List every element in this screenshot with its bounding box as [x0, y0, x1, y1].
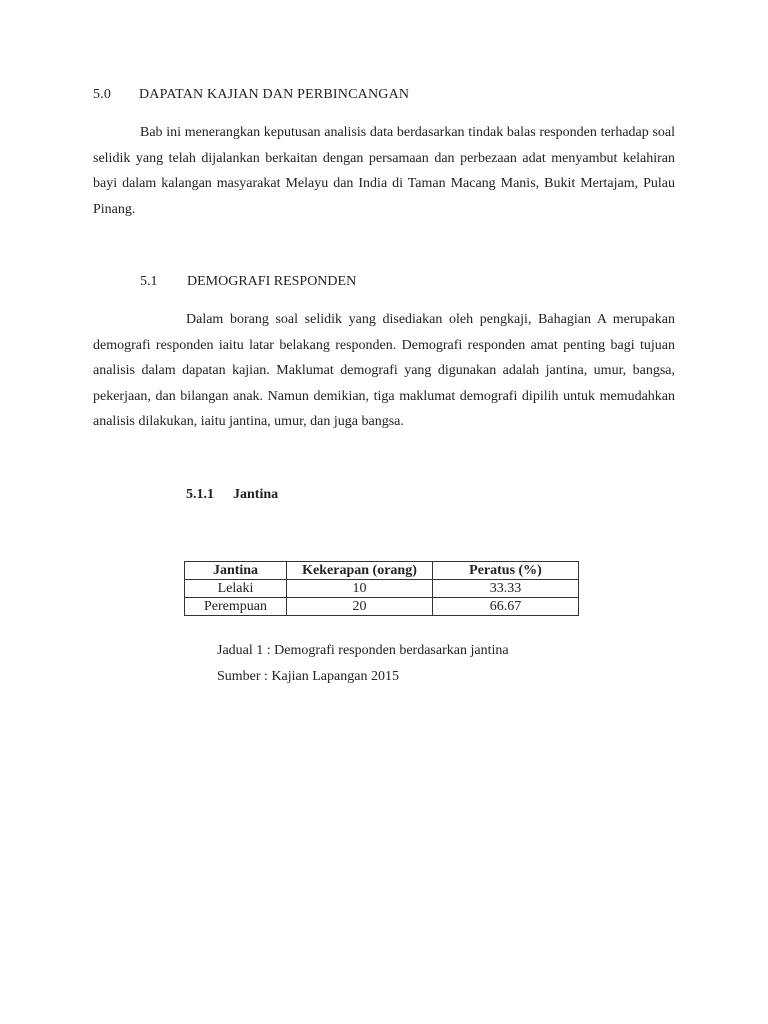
- table-cell: 20: [287, 598, 433, 616]
- table-header-cell: Kekerapan (orang): [287, 562, 433, 580]
- section-title: Jantina: [233, 487, 279, 502]
- section-heading-5-0: [93, 87, 409, 103]
- table-cell: 10: [287, 580, 433, 598]
- gender-table: [184, 561, 579, 616]
- demography-paragraph: Dalam borang soal selidik yang disediakan oleh pengkaji, Bahagian A merupakan demografi responden iaitu latar belakang responden. Demografi responden amat penting bagi tujuan analisis dalam dapatan kajian. Maklumat demografi yang digunakan adalah jantina, umur, bangsa, pekerjaan, dan bilangan anak. Namun demikian, tiga maklumat demografi dipilih untuk memudahkan analisis dilakukan, iaitu jantina, umur, dan juga bangsa.: [93, 312, 675, 429]
- intro-paragraph: Bab ini menerangkan keputusan analisis data berdasarkan tindak balas responden terhadap soal selidik yang telah dijalankan berkaitan dengan persamaan dan perbezaan adat menyambut kelahiran bayi dalam kalangan masyarakat Melayu dan India di Taman Macang Manis, Bukit Mertajam, Pulau Pinang.: [93, 125, 675, 217]
- table-source: Sumber : Kajian Lapangan 2015: [217, 669, 399, 684]
- section-number: 5.1: [140, 274, 158, 289]
- table-row: [185, 580, 579, 598]
- section-heading-5-1-1: [186, 487, 278, 503]
- section-number: 5.0: [93, 87, 112, 102]
- section-heading-5-1: [140, 274, 356, 290]
- section-title: DAPATAN KAJIAN DAN PERBINCANGAN: [139, 87, 410, 102]
- section-title: DEMOGRAFI RESPONDEN: [187, 274, 357, 289]
- table-header-cell: Peratus (%): [433, 562, 579, 580]
- table-header-cell: Jantina: [185, 562, 287, 580]
- table-cell: Perempuan: [185, 598, 287, 616]
- table-cell: Lelaki: [185, 580, 287, 598]
- table-caption: Jadual 1 : Demografi responden berdasarkan jantina: [217, 643, 509, 658]
- table-cell: 33.33: [433, 580, 579, 598]
- section-number: 5.1.1: [186, 487, 214, 502]
- table-cell: 66.67: [433, 598, 579, 616]
- table-header-row: [185, 562, 579, 580]
- table-row: [185, 598, 579, 616]
